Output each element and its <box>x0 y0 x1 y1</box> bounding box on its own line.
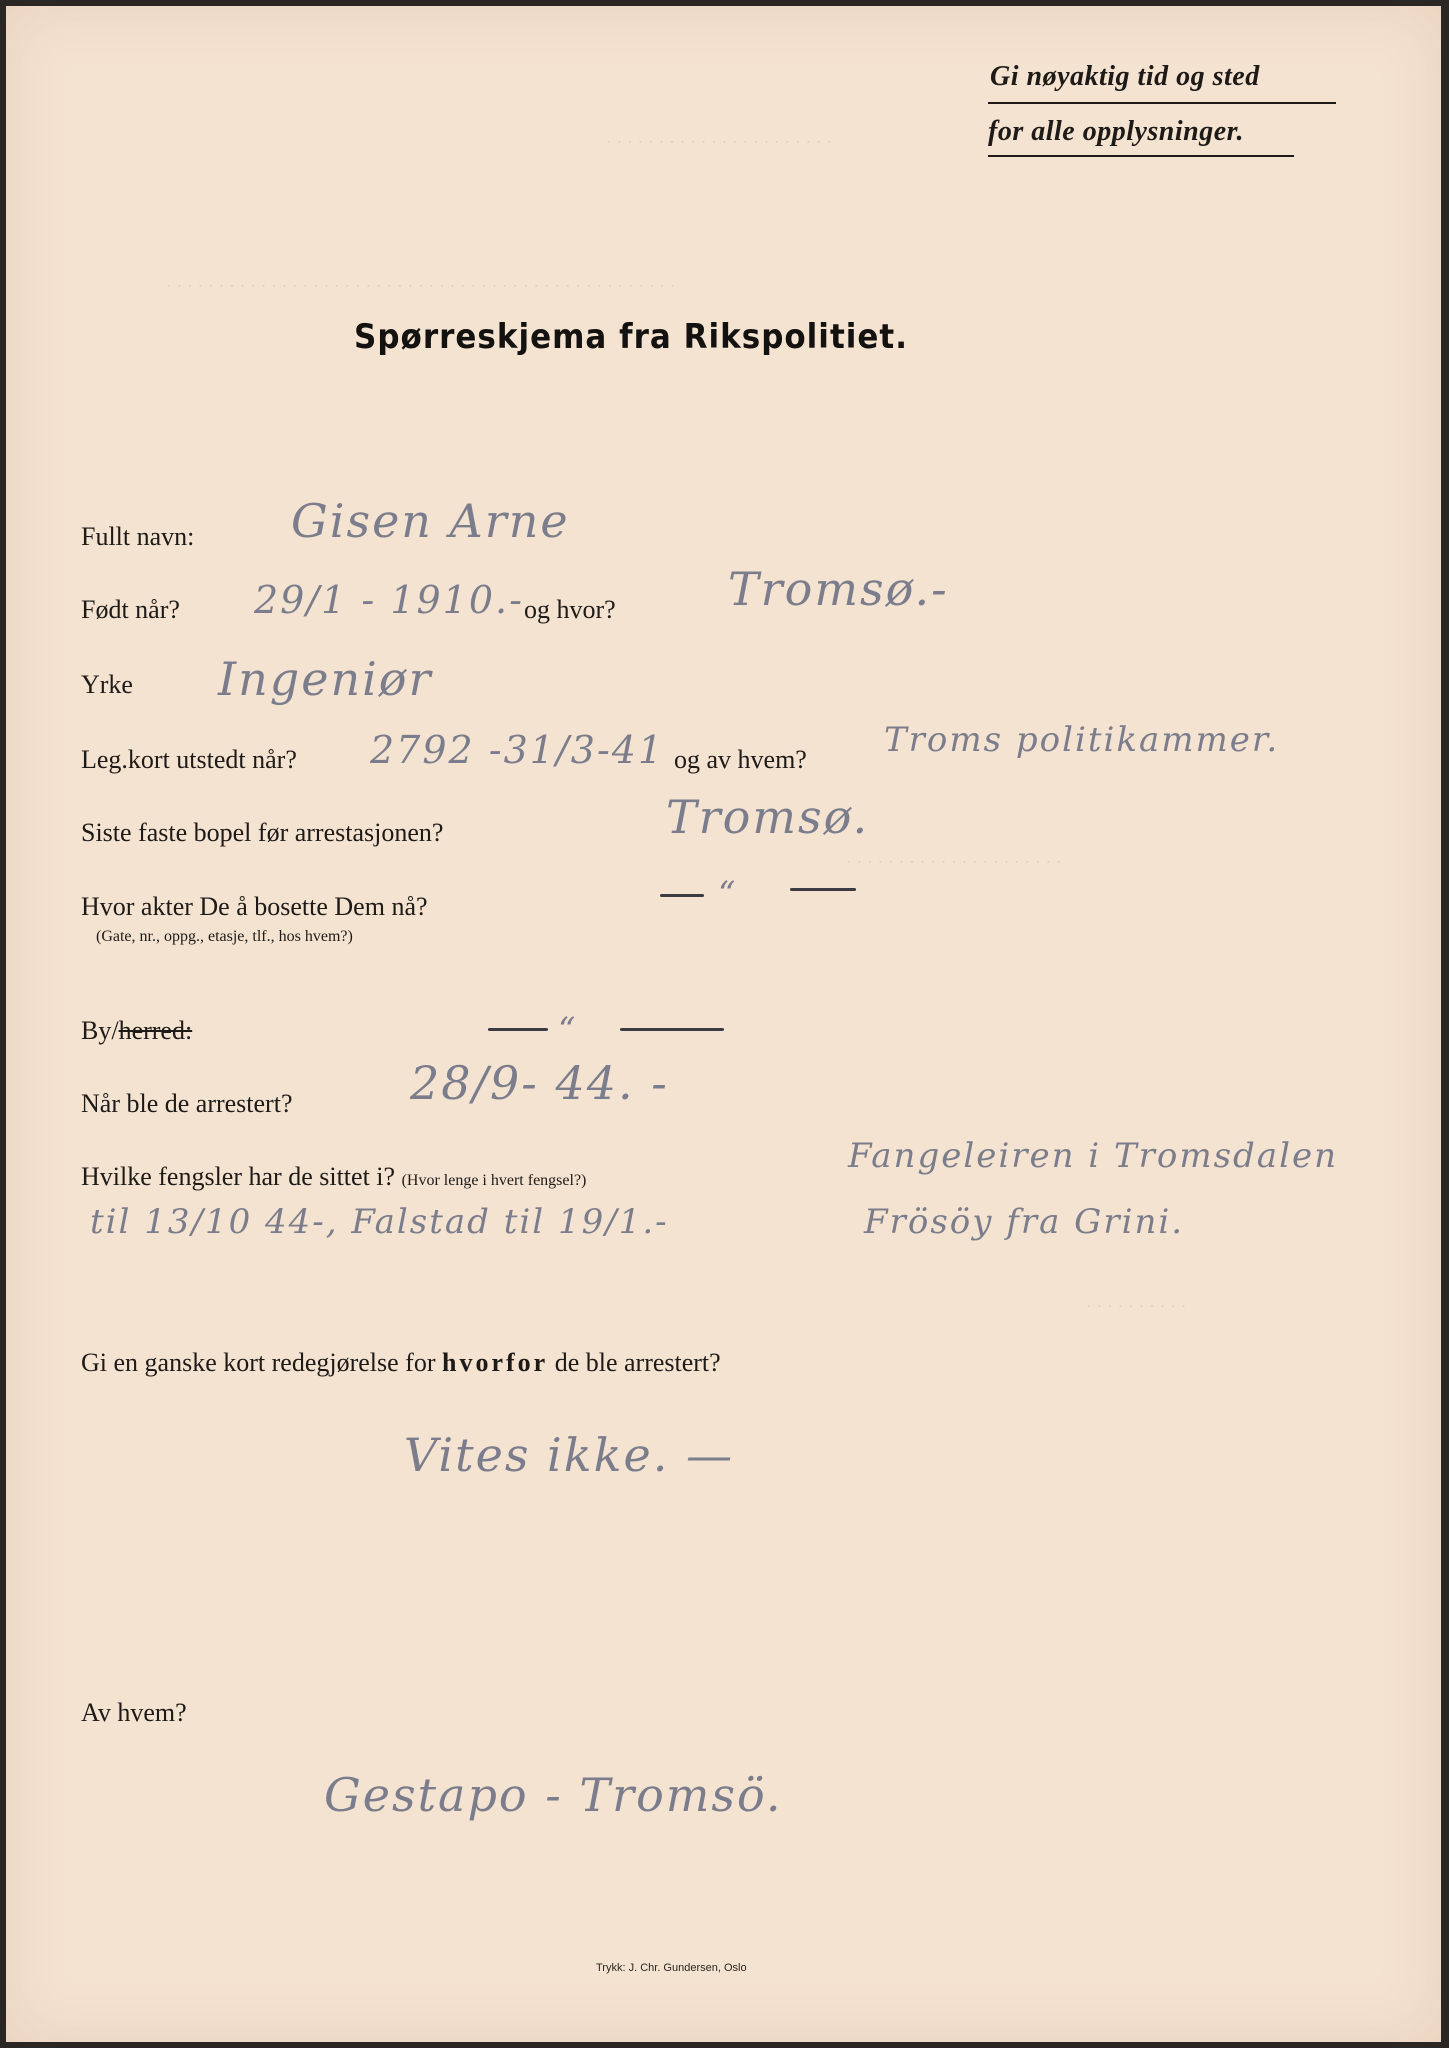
answer-fengsler-line1: Fangeleiren i Tromsdalen <box>848 1136 1338 1176</box>
answer-fodt-nar: 29/1 - 1910.- <box>254 578 524 622</box>
answer-yrke: Ingeniør <box>218 652 433 706</box>
answer-fullt-navn: Gisen Arne <box>291 494 570 548</box>
label-redegjorelse-c: de ble arrestert? <box>554 1348 721 1377</box>
answer-fengsler-line2a: til 13/10 44-, Falstad til 19/1.- <box>90 1202 669 1242</box>
label-og-hvor: og hvor? <box>524 595 616 624</box>
ditto-dash-left <box>488 1028 548 1031</box>
answer-av-hvem: Gestapo - Tromsö. <box>324 1768 783 1822</box>
note-underline-2 <box>988 155 1294 157</box>
label-arrestert: Når ble de arrestert? <box>81 1089 293 1118</box>
ditto-dash-right <box>790 888 856 891</box>
ditto-mark-bosette: “ <box>718 874 738 914</box>
instruction-note-line2: for alle opplysninger. <box>988 116 1245 147</box>
label-og-av-hvem: og av hvem? <box>674 745 807 774</box>
form-sheet <box>6 6 1441 2042</box>
label-fullt-navn: Fullt navn: <box>81 522 195 551</box>
bleed-through-text: · · · · · · · · · · · · · · · · · · · · · · · · · · · · · · · · · · · · · · · · · · · · · · · · · <box>166 276 676 296</box>
instruction-note-line1: Gi nøyaktig tid og sted <box>990 61 1260 92</box>
answer-fodt-hvor: Tromsø.- <box>728 562 949 616</box>
label-fengsler <box>81 1162 586 1192</box>
label-fengsler-sub: (Hvor lenge i hvert fengsel?) <box>401 1172 587 1189</box>
answer-hvorfor: Vites ikke. — <box>404 1428 734 1482</box>
ditto-mark-by: “ <box>558 1010 578 1050</box>
label-by-herred <box>81 1016 192 1046</box>
label-bosette-sub: (Gate, nr., oppg., etasje, tlf., hos hvem?) <box>96 928 353 945</box>
answer-fengsler-line2b: Frösöy fra Grini. <box>864 1202 1185 1242</box>
form-title: Spørreskjema fra Rikspolitiet. <box>354 317 909 357</box>
label-redegjorelse <box>81 1348 721 1378</box>
label-by: By/ <box>81 1016 119 1045</box>
label-fodt-nar: Født når? <box>81 595 180 624</box>
answer-arrestert: 28/9- 44. - <box>410 1056 669 1110</box>
ditto-dash-left <box>660 894 704 897</box>
label-redegjorelse-a: Gi en ganske kort redegjørelse for <box>81 1348 436 1377</box>
bleed-through-text: · · · · · · · · · · <box>1086 1296 1187 1316</box>
label-herred-struck: herred: <box>118 1016 193 1045</box>
label-siste-bopel: Siste faste bopel før arrestasjonen? <box>81 818 444 847</box>
answer-legkort-hvem: Troms politikammer. <box>884 720 1280 760</box>
printer-footer: Trykk: J. Chr. Gundersen, Oslo <box>596 1962 747 1974</box>
ditto-dash-right <box>620 1028 724 1031</box>
label-av-hvem: Av hvem? <box>81 1698 187 1727</box>
label-legkort-nar: Leg.kort utstedt når? <box>81 745 297 774</box>
label-fengsler-main: Hvilke fengsler har de sittet i? <box>81 1162 396 1191</box>
bleed-through-text: · · · · · · · · · · · · · · · · · · · · · · <box>606 132 833 152</box>
bleed-through-text: · · · · · · · · · · · · · · · · · · · · · <box>846 852 1062 872</box>
answer-siste-bopel: Tromsø. <box>666 790 870 844</box>
note-underline-1 <box>988 102 1336 104</box>
label-yrke: Yrke <box>81 670 133 699</box>
answer-legkort-nar: 2792 -31/3-41 <box>370 728 665 772</box>
label-redegjorelse-hvorfor: hvorfor <box>441 1348 549 1377</box>
label-bosette: Hvor akter De å bosette Dem nå? <box>81 892 428 921</box>
